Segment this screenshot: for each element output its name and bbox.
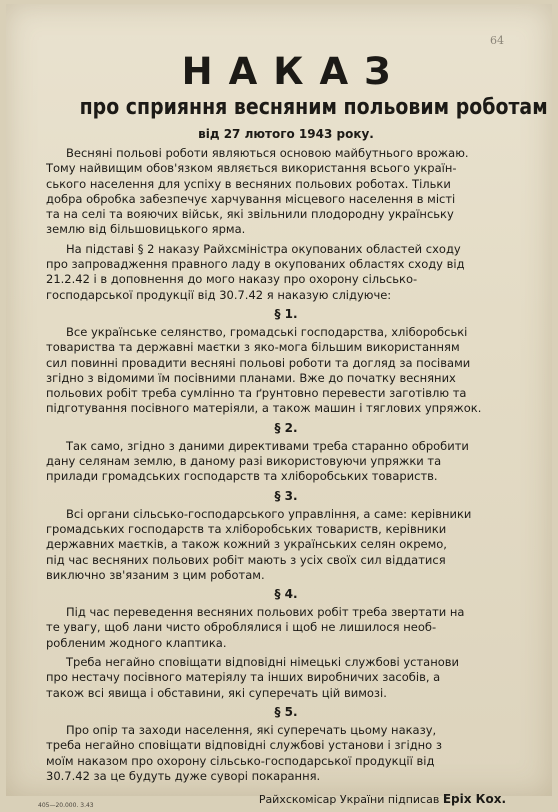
- text-line: підготування посівного матеріяли, а також машин і тяглових упряжок.: [46, 401, 482, 416]
- text-line: Про опір та заходи населення, які суперечать цьому наказу,: [66, 722, 437, 737]
- signature-name: Еріх Кох.: [442, 792, 506, 807]
- text-line: Так само, згідно з даними директивами треба старанно обробити: [66, 438, 469, 453]
- text-line: треба негайно сповіщати відповідні службові установи і згідно з: [46, 738, 442, 753]
- section-heading-2: § 2.: [274, 420, 298, 435]
- decree-poster: [6, 4, 552, 810]
- signature-prefix: Райхскомісар України підписав: [258, 793, 440, 807]
- section-heading-1: § 1.: [274, 306, 298, 321]
- text-line: 21.2.42 і в доповнення до мого наказу про охорону сільсько-: [46, 272, 418, 287]
- text-line: громадських господарств та хліборобських товариств, керівники: [46, 521, 447, 536]
- poster-footer: [38, 792, 526, 812]
- text-line: прилади громадських господарств та хліборобських товариств.: [46, 469, 438, 484]
- text-line: Треба негайно сповіщати відповідні німецькі службові установи: [66, 655, 460, 670]
- text-line: добра обробка забезпечує харчування місцевого населення в місті: [46, 191, 456, 206]
- text-line: та на селі та вояючих військ, які звільнили плодородну українську: [46, 207, 454, 222]
- print-code: 405—20.000. 3.43: [38, 802, 94, 810]
- text-line: те увагу, щоб лани чисто оброблялися і щоб не лишилося необ-: [46, 620, 437, 635]
- decree-date: від 27 лютого 1943 року.: [198, 127, 374, 141]
- text-line: під час весняних польових робіт мають з усіх своїх сил віддатися: [46, 552, 446, 567]
- poster-title: НАКАЗ: [181, 50, 407, 93]
- text-line: На підставі § 2 наказу Райхсміністра окупованих областей сходу: [66, 241, 461, 256]
- text-line: робленим жодного клаптика.: [46, 635, 227, 650]
- section-heading-5: § 5.: [274, 704, 298, 719]
- text-line: дану селянам землю, в даному разі використовуючи упряжки та: [46, 454, 442, 469]
- text-line: Під час переведення весняних польових робіт треба звертати на: [66, 605, 465, 620]
- preamble-paragraph: [46, 242, 526, 303]
- text-line: також всі явища і обставини, які суперечать цій вимозі.: [46, 685, 387, 700]
- text-line: Весняні польові роботи являються основою майбутнього врожаю.: [66, 146, 469, 160]
- text-line: господарської продукції від 30.7.42 я наказую слідуюче:: [46, 287, 392, 302]
- text-line: 30.7.42 за це будуть дуже суворі покарання.: [46, 768, 321, 783]
- section-1-paragraph: [46, 325, 526, 417]
- text-line: державних маєтків, а також кожний з українських селян окремо,: [46, 537, 447, 552]
- intro-paragraph: [46, 146, 526, 238]
- text-line: товариства та державні маєтки з яко-мога більшим використанням: [46, 340, 460, 355]
- section-heading-3: § 3.: [274, 488, 298, 503]
- text-line: Все українське селянство, громадські господарства, хліборобські: [66, 324, 468, 339]
- archive-pencil-mark: 64: [490, 34, 504, 47]
- text-line: землю від більшовицького ярма.: [46, 222, 246, 237]
- section-3-paragraph: [46, 507, 526, 583]
- text-line: згідно з відомими їм посівними планами. Вже до початку весняних: [46, 370, 456, 385]
- text-line: Всі органи сільсько-господарського управління, а саме: керівники: [66, 506, 472, 521]
- text-line: про нестачу посівного матеріялу та інших виробничих засобів, а: [46, 670, 441, 685]
- text-line: про запровадження правного ладу в окупованих областях сходу від: [46, 257, 465, 272]
- section-5-paragraph: [46, 723, 526, 784]
- poster-subtitle: про сприяння весняним польовим роботам: [79, 95, 548, 120]
- section-heading-4: § 4.: [274, 587, 298, 602]
- text-line: Тому найвищим обов'язком являється використання всього україн-: [46, 161, 457, 176]
- text-line: моїм наказом про охорону сільсько-господарської продукції від: [46, 753, 435, 768]
- text-line: сил повинні провадити весняні польові роботи та догляд за посівами: [46, 355, 471, 370]
- text-line: польових робіт треба сумлінно та ґрунтовно перевести заготівлю та: [46, 386, 467, 401]
- section-4-paragraph-2: [46, 655, 526, 701]
- text-line: виключно зв'язаним з цим роботам.: [46, 567, 265, 582]
- section-2-paragraph: [46, 439, 526, 485]
- section-4-paragraph: [46, 605, 526, 651]
- text-line: ського населення для успіху в весняних польових роботах. Тільки: [46, 176, 451, 191]
